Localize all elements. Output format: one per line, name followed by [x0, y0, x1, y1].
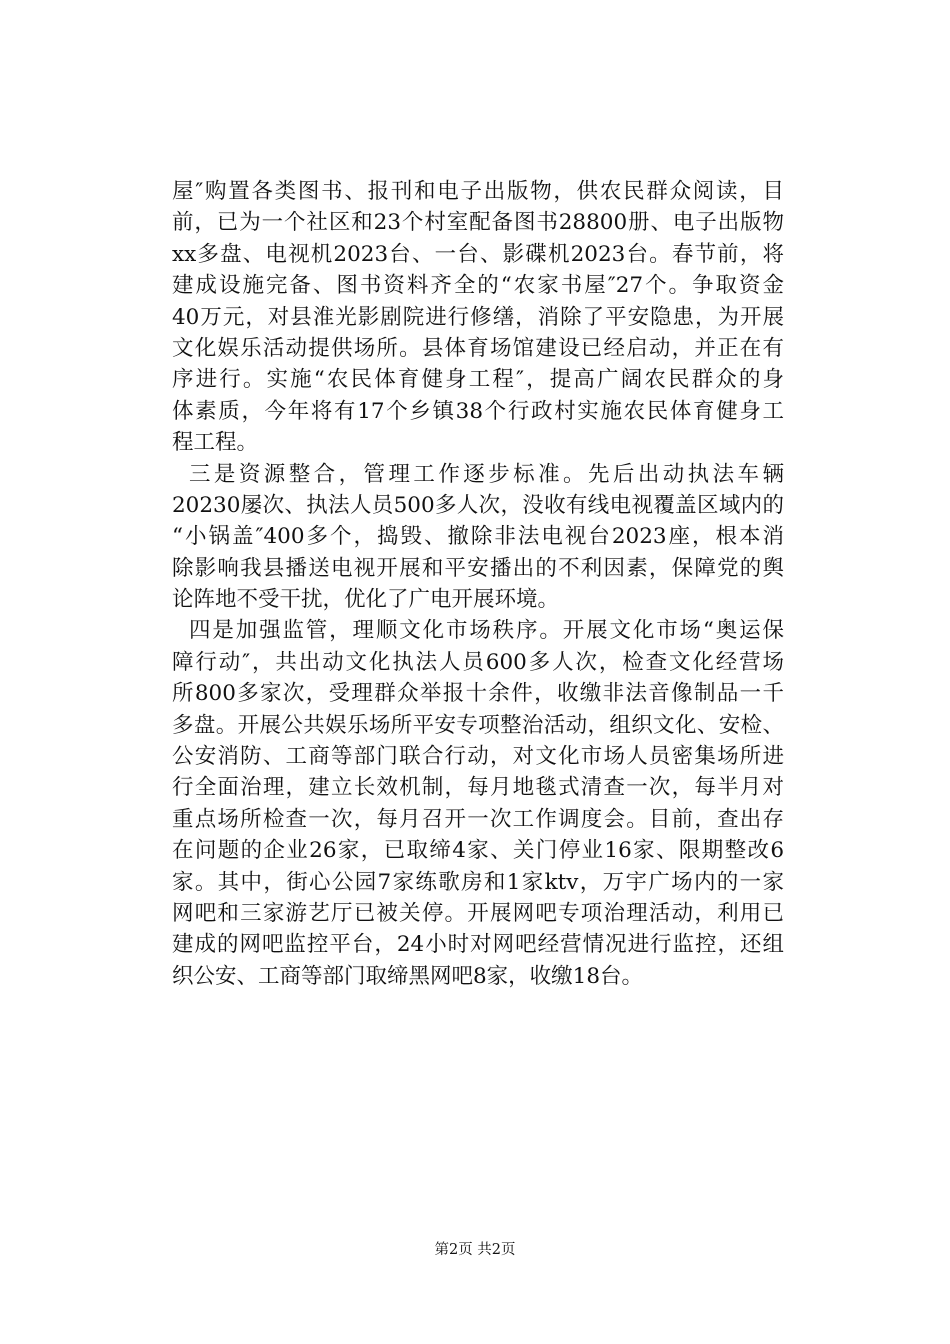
text-line: 除影响我县播送电视开展和平安播出的不利因素，保障党的舆 [172, 555, 784, 581]
text-line: 建成设施完备、图书资料齐全的“农家书屋″27个。争取资金 [172, 273, 784, 299]
text-line: 所800多家次，受理群众举报十余件，收缴非法音像制品一千 [172, 681, 784, 707]
text-line: 建成的网吧监控平台，24小时对网吧经营情况进行监控，还组 [172, 932, 784, 958]
text-line: 三是资源整合，管理工作逐步标准。先后出动执法车辆 [189, 461, 784, 487]
text-line: 行全面治理，建立长效机制，每月地毯式清查一次，每半月对 [172, 775, 784, 801]
text-line: 屋″购置各类图书、报刊和电子出版物，供农民群众阅读，目 [172, 179, 784, 204]
text-line: 公安消防、工商等部门联合行动，对文化市场人员密集场所进 [172, 744, 784, 770]
text-line: 障行动″，共出动文化执法人员600多人次，检查文化经营场 [172, 649, 784, 675]
text-line: 序进行。实施“农民体育健身工程″，提高广阔农民群众的身 [172, 367, 784, 393]
text-line: 20230屡次、执法人员500多人次，没收有线电视覆盖区域内的 [172, 492, 784, 518]
text-line: 文化娱乐活动提供场所。县体育场馆建设已经启动，并正在有 [172, 335, 784, 361]
text-line: 前，已为一个社区和23个村室配备图书28800册、电子出版物 [172, 210, 784, 236]
text-line: “小锅盖″400多个，捣毁、撤除非法电视台2023座，根本消 [172, 524, 784, 550]
text-line: xx多盘、电视机2023台、一台、影碟机2023台。春节前，将 [172, 241, 784, 267]
text-line: 织公安、工商等部门取缔黑网吧8家，收缴18台。 [172, 963, 644, 989]
text-line: 多盘。开展公共娱乐场所平安专项整治活动，组织文化、安检、 [172, 712, 784, 738]
text-line: 体素质，今年将有17个乡镇38个行政村实施农民体育健身工 [172, 398, 784, 424]
text-line: 40万元，对县淮光影剧院进行修缮，消除了平安隐患，为开展 [172, 304, 784, 330]
text-line: 在问题的企业26家，已取缔4家、关门停业16家、限期整改6 [172, 838, 784, 864]
document-body [172, 176, 784, 992]
text-line: 家。其中，街心公园7家练歌房和1家ktv，万宇广场内的一家 [172, 869, 784, 895]
text-line: 四是加强监管，理顺文化市场秩序。开展文化市场“奥运保 [189, 618, 784, 644]
text-line: 网吧和三家游艺厅已被关停。开展网吧专项治理活动，利用已 [172, 900, 784, 926]
text-line: 论阵地不受干扰，优化了广电开展环境。 [172, 587, 560, 613]
text-line: 重点场所检查一次，每月召开一次工作调度会。目前，查出存 [172, 806, 784, 832]
page-footer: 第2页 共2页 [434, 1242, 516, 1258]
text-line: 程工程。 [172, 430, 259, 456]
